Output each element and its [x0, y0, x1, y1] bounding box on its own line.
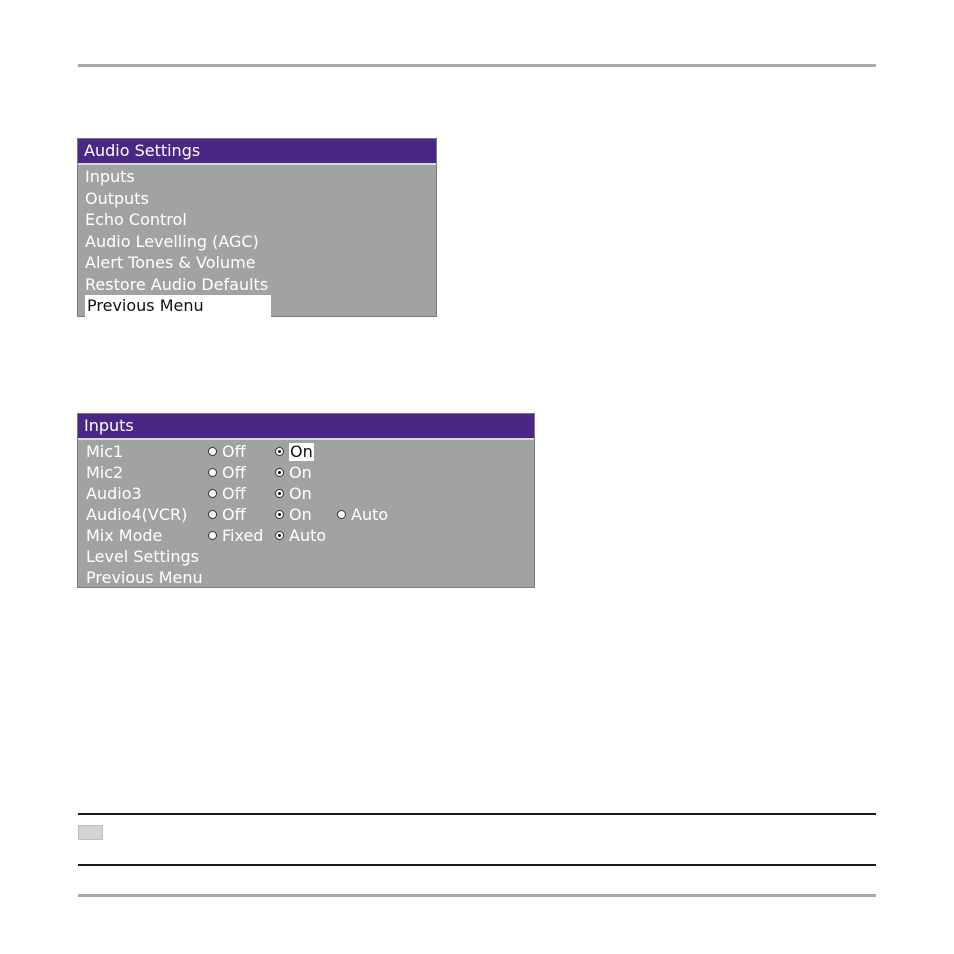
input-row-audio4 [78, 504, 534, 525]
note-icon [78, 825, 103, 840]
radio-unchecked-icon [208, 531, 217, 540]
option-auto[interactable]: Auto [275, 525, 326, 546]
radio-unchecked-icon [208, 489, 217, 498]
menu-item-previous-menu[interactable]: Previous Menu [86, 568, 203, 587]
inputs-menu [77, 413, 535, 588]
option-on[interactable]: On [275, 504, 312, 525]
option-on[interactable]: On [275, 462, 312, 483]
menu-item-echo-control[interactable]: Echo Control [85, 210, 187, 229]
radio-unchecked-icon [208, 510, 217, 519]
input-row-mic1 [78, 441, 534, 462]
option-auto[interactable]: Auto [337, 504, 388, 525]
option-on[interactable]: On [275, 483, 312, 504]
option-off[interactable]: Off [208, 504, 246, 525]
radio-checked-icon [275, 447, 284, 456]
note-divider-bottom [78, 864, 876, 866]
menu-item-level-settings[interactable]: Level Settings [86, 547, 199, 566]
menu-item-outputs[interactable]: Outputs [85, 188, 149, 208]
radio-checked-icon [275, 510, 284, 519]
input-row-audio3 [78, 483, 534, 504]
option-off[interactable]: Off [208, 441, 246, 462]
option-on[interactable]: On [275, 441, 314, 462]
input-label: Mic1 [86, 442, 124, 461]
input-row-mic2 [78, 462, 534, 483]
menu-item-restore-defaults[interactable]: Restore Audio Defaults [85, 274, 269, 294]
option-off[interactable]: Off [208, 462, 246, 483]
audio-settings-list [78, 165, 436, 317]
radio-unchecked-icon [208, 447, 217, 456]
radio-checked-icon [275, 489, 284, 498]
bottom-rule [78, 894, 876, 897]
option-fixed[interactable]: Fixed [208, 525, 263, 546]
menu-item-inputs[interactable]: Inputs [85, 167, 135, 186]
option-off[interactable]: Off [208, 483, 246, 504]
radio-unchecked-icon [208, 468, 217, 477]
inputs-title: Inputs [78, 414, 534, 440]
menu-item-previous-menu[interactable]: Previous Menu [85, 295, 271, 317]
input-row-mix-mode [78, 525, 534, 546]
menu-item-audio-levelling[interactable]: Audio Levelling (AGC) [85, 231, 259, 251]
input-label: Mix Mode [86, 526, 163, 545]
input-label: Mic2 [86, 463, 124, 482]
input-label: Audio3 [86, 484, 142, 503]
input-label: Audio4(VCR) [86, 505, 188, 524]
inputs-list [78, 440, 534, 588]
audio-settings-title: Audio Settings [78, 139, 436, 165]
audio-settings-menu [77, 138, 437, 317]
menu-item-alert-tones[interactable]: Alert Tones & Volume [85, 253, 256, 272]
note-divider-top [78, 813, 876, 815]
top-rule [78, 64, 876, 67]
radio-checked-icon [275, 531, 284, 540]
radio-unchecked-icon [337, 510, 346, 519]
radio-checked-icon [275, 468, 284, 477]
